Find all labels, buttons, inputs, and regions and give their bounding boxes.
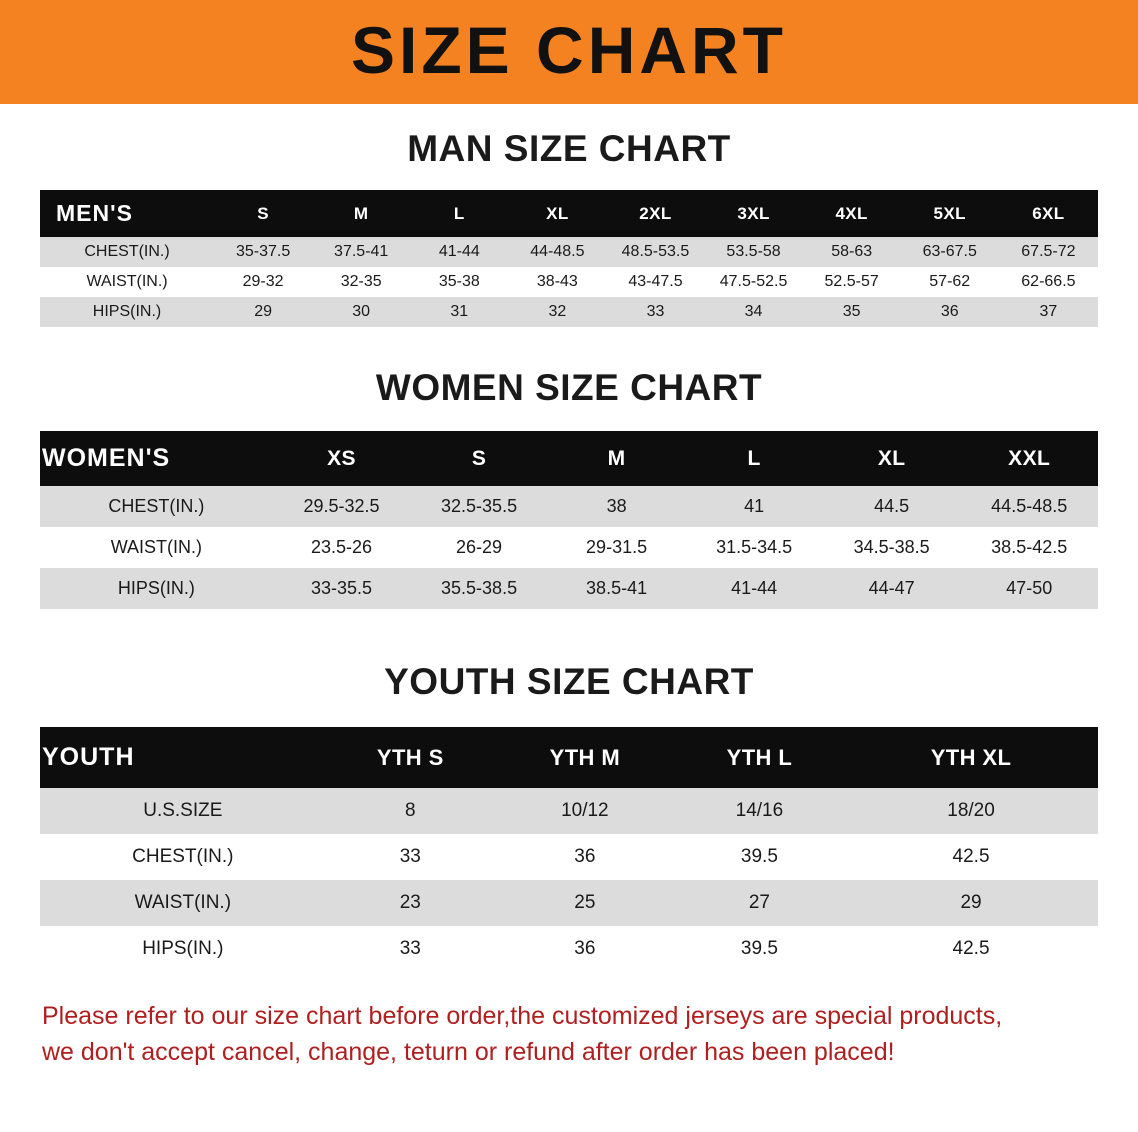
table-row <box>40 788 1098 834</box>
women-header-label: WOMEN'S <box>40 431 273 486</box>
man-header-cell: L <box>410 190 508 237</box>
table-cell: 53.5-58 <box>705 237 803 267</box>
man-header-cell: S <box>214 190 312 237</box>
table-cell: 36 <box>495 926 675 972</box>
table-cell: 33-35.5 <box>273 568 411 609</box>
table-cell: 35-37.5 <box>214 237 312 267</box>
disclaimer-line-1: Please refer to our size chart before order,the customized jerseys are special products, <box>42 1002 1003 1030</box>
table-cell: 62-66.5 <box>999 267 1098 297</box>
table-cell: 25 <box>495 880 675 926</box>
table-cell: 23 <box>326 880 495 926</box>
table-cell: 29-31.5 <box>548 527 686 568</box>
table-header-row <box>40 190 1098 237</box>
women-header-cell: XL <box>823 431 961 486</box>
table-cell: 35 <box>803 297 901 327</box>
page-banner <box>0 0 1138 104</box>
women-table-body <box>40 486 1098 609</box>
disclaimer-note <box>0 998 1138 1071</box>
table-cell: 10/12 <box>495 788 675 834</box>
row-label: HIPS(IN.) <box>40 568 273 609</box>
women-header-cell: L <box>685 431 823 486</box>
page-title: SIZE CHART <box>351 13 787 87</box>
table-header-row <box>40 727 1098 788</box>
table-cell: 42.5 <box>844 926 1098 972</box>
man-header-cell: 4XL <box>803 190 901 237</box>
table-cell: 35.5-38.5 <box>410 568 548 609</box>
youth-header-cell: YTH S <box>326 727 495 788</box>
table-cell: 37 <box>999 297 1098 327</box>
table-cell: 32 <box>508 297 606 327</box>
disclaimer-line-2: we don't accept cancel, change, teturn or refund after order has been placed! <box>42 1038 895 1067</box>
table-cell: 31.5-34.5 <box>685 527 823 568</box>
table-cell: 26-29 <box>410 527 548 568</box>
row-label: CHEST(IN.) <box>40 237 214 267</box>
man-size-table <box>40 190 1098 327</box>
table-cell: 58-63 <box>803 237 901 267</box>
youth-size-table <box>40 727 1098 972</box>
table-row <box>40 568 1098 609</box>
table-cell: 48.5-53.5 <box>606 237 704 267</box>
table-cell: 44-47 <box>823 568 961 609</box>
table-cell: 36 <box>901 297 999 327</box>
row-label: HIPS(IN.) <box>40 297 214 327</box>
youth-table-wrap <box>0 727 1138 972</box>
table-cell: 29.5-32.5 <box>273 486 411 527</box>
youth-header-cell: YTH L <box>675 727 844 788</box>
table-cell: 38.5-41 <box>548 568 686 609</box>
table-cell: 44.5-48.5 <box>960 486 1098 527</box>
table-cell: 42.5 <box>844 834 1098 880</box>
table-cell: 47.5-52.5 <box>705 267 803 297</box>
row-label: CHEST(IN.) <box>40 834 326 880</box>
table-cell: 63-67.5 <box>901 237 999 267</box>
youth-header-label: YOUTH <box>40 727 326 788</box>
women-size-table <box>40 431 1098 609</box>
table-cell: 37.5-41 <box>312 237 410 267</box>
table-cell: 29 <box>844 880 1098 926</box>
man-header-cell: 3XL <box>705 190 803 237</box>
table-cell: 34 <box>705 297 803 327</box>
table-cell: 32-35 <box>312 267 410 297</box>
women-header-cell: XS <box>273 431 411 486</box>
table-row <box>40 237 1098 267</box>
table-cell: 41-44 <box>410 237 508 267</box>
table-row <box>40 834 1098 880</box>
table-cell: 44-48.5 <box>508 237 606 267</box>
man-table-wrap <box>0 190 1138 327</box>
table-row <box>40 527 1098 568</box>
man-header-cell: 5XL <box>901 190 999 237</box>
table-header-row <box>40 431 1098 486</box>
table-cell: 33 <box>606 297 704 327</box>
table-cell: 31 <box>410 297 508 327</box>
man-header-label: MEN'S <box>40 190 214 237</box>
man-table-head <box>40 190 1098 237</box>
table-cell: 27 <box>675 880 844 926</box>
table-cell: 57-62 <box>901 267 999 297</box>
row-label: WAIST(IN.) <box>40 267 214 297</box>
table-cell: 38 <box>548 486 686 527</box>
table-cell: 52.5-57 <box>803 267 901 297</box>
youth-section-title: YOUTH SIZE CHART <box>384 661 754 702</box>
row-label: HIPS(IN.) <box>40 926 326 972</box>
youth-header-cell: YTH XL <box>844 727 1098 788</box>
youth-table-body <box>40 788 1098 972</box>
table-cell: 18/20 <box>844 788 1098 834</box>
table-cell: 38-43 <box>508 267 606 297</box>
table-cell: 33 <box>326 834 495 880</box>
table-cell: 41 <box>685 486 823 527</box>
man-header-cell: 6XL <box>999 190 1098 237</box>
table-cell: 39.5 <box>675 926 844 972</box>
table-row <box>40 486 1098 527</box>
women-header-cell: M <box>548 431 686 486</box>
table-cell: 34.5-38.5 <box>823 527 961 568</box>
man-section-title: MAN SIZE CHART <box>407 128 731 169</box>
table-cell: 39.5 <box>675 834 844 880</box>
table-cell: 43-47.5 <box>606 267 704 297</box>
table-cell: 33 <box>326 926 495 972</box>
women-table-wrap <box>0 431 1138 609</box>
youth-table-head <box>40 727 1098 788</box>
table-cell: 47-50 <box>960 568 1098 609</box>
table-cell: 30 <box>312 297 410 327</box>
man-header-cell: XL <box>508 190 606 237</box>
table-cell: 29-32 <box>214 267 312 297</box>
table-row <box>40 880 1098 926</box>
man-header-cell: 2XL <box>606 190 704 237</box>
table-cell: 8 <box>326 788 495 834</box>
table-cell: 32.5-35.5 <box>410 486 548 527</box>
table-cell: 38.5-42.5 <box>960 527 1098 568</box>
row-label: WAIST(IN.) <box>40 527 273 568</box>
table-cell: 36 <box>495 834 675 880</box>
table-row <box>40 297 1098 327</box>
man-header-cell: M <box>312 190 410 237</box>
table-cell: 67.5-72 <box>999 237 1098 267</box>
women-header-cell: S <box>410 431 548 486</box>
row-label: WAIST(IN.) <box>40 880 326 926</box>
women-header-cell: XXL <box>960 431 1098 486</box>
youth-header-cell: YTH M <box>495 727 675 788</box>
table-cell: 35-38 <box>410 267 508 297</box>
table-cell: 44.5 <box>823 486 961 527</box>
women-section-title: WOMEN SIZE CHART <box>375 367 763 408</box>
row-label: U.S.SIZE <box>40 788 326 834</box>
row-label: CHEST(IN.) <box>40 486 273 527</box>
women-table-head <box>40 431 1098 486</box>
table-row <box>40 926 1098 972</box>
table-row <box>40 267 1098 297</box>
table-cell: 41-44 <box>685 568 823 609</box>
man-table-body <box>40 237 1098 327</box>
table-cell: 29 <box>214 297 312 327</box>
table-cell: 23.5-26 <box>273 527 411 568</box>
table-cell: 14/16 <box>675 788 844 834</box>
